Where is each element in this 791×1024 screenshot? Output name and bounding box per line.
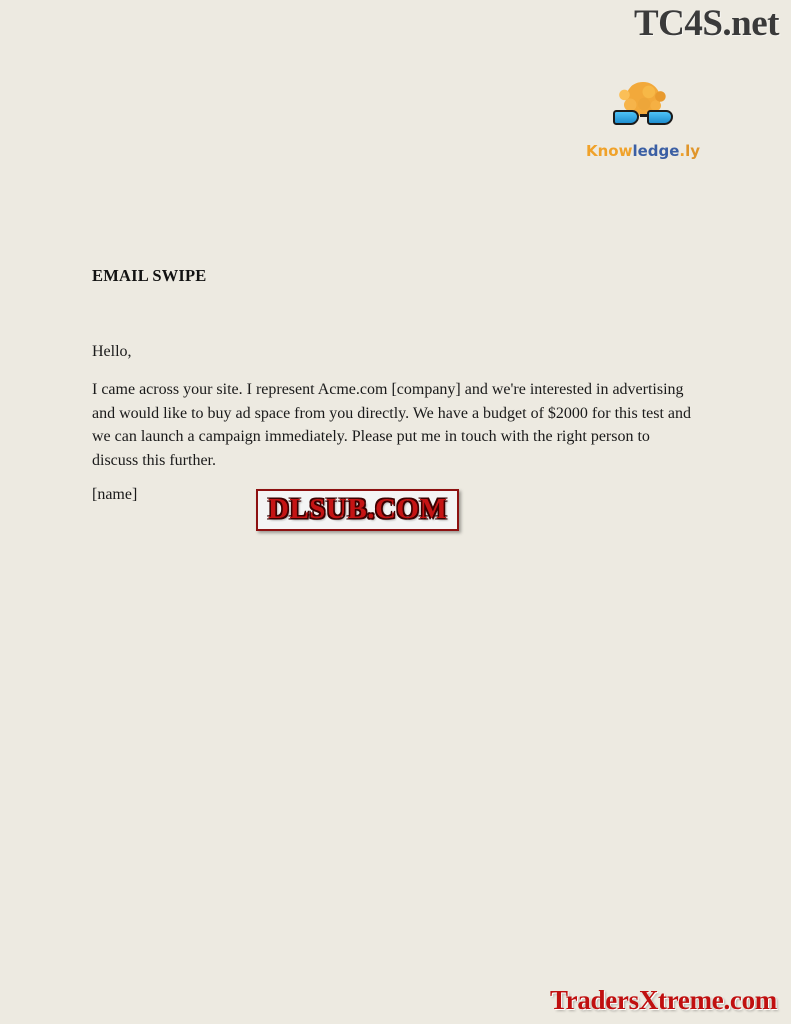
site-watermark-top: TC4S.net [633,3,779,44]
email-body-paragraph: I came across your site. I represent Acme.com [company] and we're interested in advertising and would like to buy ad space from you directly. We have a budget of $2000 for this test and we can launch a campaign immediately. Please put me in touch with the right person to discuss this further. [92,381,692,469]
email-signoff: [name] [92,486,138,503]
knowledgely-logo [583,82,703,160]
sunglasses-left-lens [613,110,639,125]
sunglasses-right-lens [647,110,673,125]
brain-with-sunglasses-icon [608,82,678,138]
logo-part-ly: ly [685,142,701,160]
logo-part-dot: . [679,142,686,160]
logo-part-know: Know [585,142,633,160]
logo-wordmark [583,142,703,160]
dlsub-watermark-stamp: DLSUB.COM [256,489,459,531]
sunglasses-icon [611,108,675,126]
site-watermark-bottom: TradersXtreme.com [549,985,777,1015]
logo-part-ledge: ledge [632,142,680,160]
email-salutation: Hello, [92,343,132,360]
page-title: EMAIL SWIPE [92,266,207,285]
